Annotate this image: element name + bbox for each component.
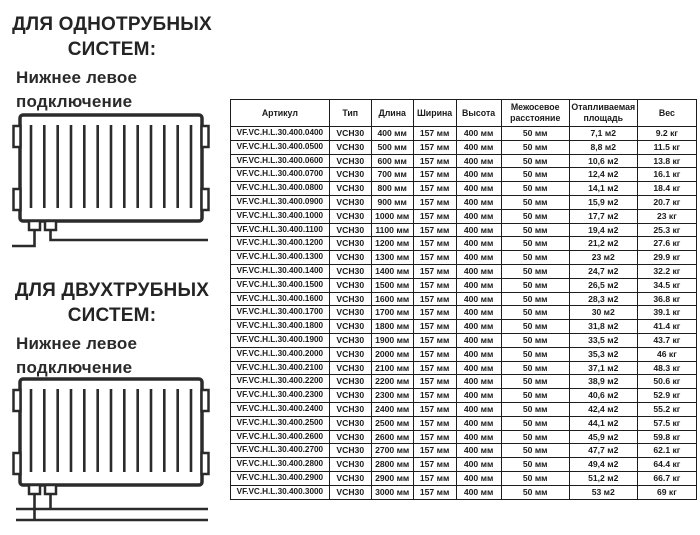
table-cell: 1600 мм (371, 292, 413, 306)
table-cell: 1500 мм (371, 278, 413, 292)
table-cell: VCH30 (329, 168, 371, 182)
table-cell: 50 мм (501, 223, 569, 237)
table-cell: 50 мм (501, 375, 569, 389)
table-cell: 28,3 м2 (569, 292, 637, 306)
table-cell: VCH30 (329, 361, 371, 375)
two-pipe-lines (16, 494, 208, 520)
table-cell: 157 мм (413, 375, 456, 389)
column-header-axle-spacing: Межосевое расстояние (501, 100, 569, 127)
table-cell: 50 мм (501, 444, 569, 458)
table-cell: 53 м2 (569, 485, 637, 499)
table-cell: 157 мм (413, 458, 456, 472)
table-cell: 400 мм (456, 320, 501, 334)
table-cell: 400 мм (456, 182, 501, 196)
table-cell: VF.VC.H.L.30.400.2700 (231, 444, 330, 458)
table-row (231, 402, 697, 416)
table-cell: 157 мм (413, 195, 456, 209)
table-cell: 41.4 кг (637, 320, 696, 334)
two-pipe-systems-heading: ДЛЯ ДВУХТРУБНЫХ СИСТЕМ: (14, 280, 210, 327)
radiator-fins (31, 125, 191, 208)
table-cell: 2500 мм (371, 416, 413, 430)
table-cell: VF.VC.H.L.30.400.2300 (231, 389, 330, 403)
table-cell: 157 мм (413, 333, 456, 347)
table-cell: 50 мм (501, 458, 569, 472)
table-cell: 400 мм (456, 306, 501, 320)
table-cell: VCH30 (329, 292, 371, 306)
table-row (231, 471, 697, 485)
table-cell: VF.VC.H.L.30.400.2600 (231, 430, 330, 444)
column-header-width: Ширина (413, 100, 456, 127)
table-row (231, 347, 697, 361)
table-cell: VCH30 (329, 195, 371, 209)
table-cell: 400 мм (456, 347, 501, 361)
table-cell: 50 мм (501, 430, 569, 444)
table-cell: 400 мм (456, 168, 501, 182)
table-cell: 8,8 м2 (569, 140, 637, 154)
table-cell: VCH30 (329, 402, 371, 416)
connection-schemes-panel (0, 0, 228, 535)
table-cell: VCH30 (329, 320, 371, 334)
table-cell: 400 мм (456, 264, 501, 278)
table-cell: 157 мм (413, 251, 456, 265)
table-cell: 50 мм (501, 140, 569, 154)
table-cell: 500 мм (371, 140, 413, 154)
column-header-heated-area: Отапливаемая площадь (569, 100, 637, 127)
table-cell: 3000 мм (371, 485, 413, 499)
table-cell: 2400 мм (371, 402, 413, 416)
table-cell: 1100 мм (371, 223, 413, 237)
table-cell: 400 мм (456, 195, 501, 209)
table-cell: 50.6 кг (637, 375, 696, 389)
table-cell: VF.VC.H.L.30.400.1600 (231, 292, 330, 306)
table-cell: VCH30 (329, 333, 371, 347)
table-cell: VF.VC.H.L.30.400.0600 (231, 154, 330, 168)
table-cell: 62.1 кг (637, 444, 696, 458)
table-cell: 2600 мм (371, 430, 413, 444)
radiator-spec-table (230, 99, 697, 500)
table-cell: 400 мм (456, 375, 501, 389)
table-cell: 400 мм (456, 292, 501, 306)
table-cell: 50 мм (501, 361, 569, 375)
table-cell: 400 мм (456, 140, 501, 154)
table-cell: VF.VC.H.L.30.400.2800 (231, 458, 330, 472)
table-cell: 9.2 кг (637, 127, 696, 141)
table-cell: 57.5 кг (637, 416, 696, 430)
table-cell: VCH30 (329, 278, 371, 292)
table-cell: 157 мм (413, 444, 456, 458)
table-cell: 12,4 м2 (569, 168, 637, 182)
radiator-two-pipe-diagram (12, 376, 218, 526)
table-cell: 51,2 м2 (569, 471, 637, 485)
table-cell: VCH30 (329, 264, 371, 278)
column-header-type: Тип (329, 100, 371, 127)
table-cell: 50 мм (501, 237, 569, 251)
table-cell: VF.VC.H.L.30.400.1100 (231, 223, 330, 237)
table-row (231, 320, 697, 334)
table-row (231, 361, 697, 375)
table-cell: 157 мм (413, 320, 456, 334)
table-cell: 52.9 кг (637, 389, 696, 403)
table-cell: 157 мм (413, 237, 456, 251)
table-cell: VCH30 (329, 140, 371, 154)
column-header-article: Артикул (231, 100, 330, 127)
table-cell: 1000 мм (371, 209, 413, 223)
table-cell: 400 мм (456, 278, 501, 292)
table-cell: 157 мм (413, 127, 456, 141)
table-cell: VCH30 (329, 223, 371, 237)
table-cell: 50 мм (501, 195, 569, 209)
table-cell: 26,5 м2 (569, 278, 637, 292)
table-cell: VCH30 (329, 237, 371, 251)
table-cell: VF.VC.H.L.30.400.1200 (231, 237, 330, 251)
table-cell: 48.3 кг (637, 361, 696, 375)
table-cell: 400 мм (456, 458, 501, 472)
table-row (231, 389, 697, 403)
table-cell: 400 мм (456, 416, 501, 430)
table-cell: 1700 мм (371, 306, 413, 320)
table-cell: VCH30 (329, 430, 371, 444)
table-cell: 21,2 м2 (569, 237, 637, 251)
column-header-length: Длина (371, 100, 413, 127)
table-cell: 50 мм (501, 320, 569, 334)
table-cell: 157 мм (413, 292, 456, 306)
table-cell: VCH30 (329, 485, 371, 499)
table-cell: 55.2 кг (637, 402, 696, 416)
table-row (231, 140, 697, 154)
table-cell: 15,9 м2 (569, 195, 637, 209)
table-cell: VCH30 (329, 389, 371, 403)
table-row (231, 444, 697, 458)
radiator-fins (31, 389, 191, 472)
table-cell: VCH30 (329, 416, 371, 430)
table-cell: 66.7 кг (637, 471, 696, 485)
table-cell: 29.9 кг (637, 251, 696, 265)
table-row (231, 416, 697, 430)
table-cell: 400 мм (456, 471, 501, 485)
table-cell: 157 мм (413, 168, 456, 182)
table-row (231, 127, 697, 141)
table-header-row (231, 100, 697, 127)
table-cell: 10,6 м2 (569, 154, 637, 168)
table-cell: 2800 мм (371, 458, 413, 472)
table-cell: 157 мм (413, 416, 456, 430)
table-cell: 30 м2 (569, 306, 637, 320)
table-cell: 50 мм (501, 154, 569, 168)
table-cell: 157 мм (413, 140, 456, 154)
table-cell: 400 мм (456, 127, 501, 141)
table-cell: 2700 мм (371, 444, 413, 458)
table-cell: 157 мм (413, 154, 456, 168)
table-cell: 400 мм (456, 333, 501, 347)
table-row (231, 278, 697, 292)
table-row (231, 430, 697, 444)
table-cell: 157 мм (413, 278, 456, 292)
table-cell: 64.4 кг (637, 458, 696, 472)
radiator-single-pipe-diagram (12, 112, 218, 254)
table-cell: VF.VC.H.L.30.400.0500 (231, 140, 330, 154)
table-cell: VCH30 (329, 251, 371, 265)
table-cell: 35,3 м2 (569, 347, 637, 361)
table-row (231, 264, 697, 278)
table-cell: VCH30 (329, 471, 371, 485)
two-pipe-connection-label: Нижнее левое подключение (16, 334, 138, 378)
table-cell: 157 мм (413, 402, 456, 416)
table-cell: 50 мм (501, 402, 569, 416)
table-cell: 2300 мм (371, 389, 413, 403)
table-cell: VCH30 (329, 306, 371, 320)
table-cell: 400 мм (371, 127, 413, 141)
table-cell: 1400 мм (371, 264, 413, 278)
table-cell: 50 мм (501, 209, 569, 223)
table-cell: 50 мм (501, 471, 569, 485)
table-cell: VF.VC.H.L.30.400.1700 (231, 306, 330, 320)
table-cell: 19,4 м2 (569, 223, 637, 237)
table-cell: VF.VC.H.L.30.400.2000 (231, 347, 330, 361)
table-cell: 23 кг (637, 209, 696, 223)
table-cell: VCH30 (329, 209, 371, 223)
table-cell: 50 мм (501, 168, 569, 182)
table-cell: VF.VC.H.L.30.400.2500 (231, 416, 330, 430)
table-row (231, 251, 697, 265)
single-pipe-lines (12, 230, 208, 246)
table-cell: 2000 мм (371, 347, 413, 361)
table-cell: 400 мм (456, 430, 501, 444)
table-cell: 400 мм (456, 154, 501, 168)
table-cell: 157 мм (413, 471, 456, 485)
table-cell: 400 мм (456, 237, 501, 251)
table-cell: 1800 мм (371, 320, 413, 334)
table-cell: VF.VC.H.L.30.400.1800 (231, 320, 330, 334)
table-cell: 50 мм (501, 416, 569, 430)
table-row (231, 168, 697, 182)
table-cell: VCH30 (329, 444, 371, 458)
table-cell: 31,8 м2 (569, 320, 637, 334)
table-cell: 36.8 кг (637, 292, 696, 306)
table-cell: 1300 мм (371, 251, 413, 265)
table-cell: 157 мм (413, 361, 456, 375)
table-cell: VF.VC.H.L.30.400.1900 (231, 333, 330, 347)
table-cell: 157 мм (413, 347, 456, 361)
table-cell: 18.4 кг (637, 182, 696, 196)
table-cell: 157 мм (413, 182, 456, 196)
table-cell: 16.1 кг (637, 168, 696, 182)
table-cell: 49,4 м2 (569, 458, 637, 472)
table-cell: VF.VC.H.L.30.400.3000 (231, 485, 330, 499)
table-cell: 400 мм (456, 361, 501, 375)
table-cell: 50 мм (501, 182, 569, 196)
table-cell: 20.7 кг (637, 195, 696, 209)
table-cell: 157 мм (413, 264, 456, 278)
table-row (231, 223, 697, 237)
table-cell: 11.5 кг (637, 140, 696, 154)
table-cell: 50 мм (501, 389, 569, 403)
table-cell: 50 мм (501, 306, 569, 320)
table-cell: VF.VC.H.L.30.400.2100 (231, 361, 330, 375)
table-cell: 40,6 м2 (569, 389, 637, 403)
table-cell: 23 м2 (569, 251, 637, 265)
table-cell: 157 мм (413, 306, 456, 320)
table-cell: 400 мм (456, 223, 501, 237)
table-cell: 42,4 м2 (569, 402, 637, 416)
table-cell: 50 мм (501, 251, 569, 265)
table-row (231, 154, 697, 168)
table-row (231, 306, 697, 320)
table-cell: 800 мм (371, 182, 413, 196)
table-cell: 24,7 м2 (569, 264, 637, 278)
table-row (231, 237, 697, 251)
table-cell: VCH30 (329, 458, 371, 472)
column-header-weight: Вес (637, 100, 696, 127)
table-cell: VF.VC.H.L.30.400.1000 (231, 209, 330, 223)
table-cell: 400 мм (456, 444, 501, 458)
table-cell: 27.6 кг (637, 237, 696, 251)
spec-table-body (231, 127, 697, 500)
single-pipe-systems-heading: ДЛЯ ОДНОТРУБНЫХ СИСТЕМ: (12, 14, 212, 61)
table-cell: 50 мм (501, 485, 569, 499)
table-cell: VCH30 (329, 154, 371, 168)
table-cell: 2100 мм (371, 361, 413, 375)
table-cell: 14,1 м2 (569, 182, 637, 196)
table-cell: 1900 мм (371, 333, 413, 347)
table-cell: VCH30 (329, 347, 371, 361)
table-cell: VF.VC.H.L.30.400.2900 (231, 471, 330, 485)
radiator-spec-table-wrap (230, 99, 697, 500)
table-cell: 50 мм (501, 264, 569, 278)
table-row (231, 182, 697, 196)
table-row (231, 485, 697, 499)
table-cell: 157 мм (413, 485, 456, 499)
table-row (231, 292, 697, 306)
table-cell: 600 мм (371, 154, 413, 168)
table-cell: 1200 мм (371, 237, 413, 251)
table-cell: 33,5 м2 (569, 333, 637, 347)
table-row (231, 375, 697, 389)
table-cell: 69 кг (637, 485, 696, 499)
table-cell: VF.VC.H.L.30.400.1400 (231, 264, 330, 278)
table-cell: VF.VC.H.L.30.400.0400 (231, 127, 330, 141)
table-cell: 47,7 м2 (569, 444, 637, 458)
table-cell: 37,1 м2 (569, 361, 637, 375)
table-cell: 39.1 кг (637, 306, 696, 320)
table-cell: VCH30 (329, 375, 371, 389)
table-cell: VF.VC.H.L.30.400.1500 (231, 278, 330, 292)
table-row (231, 458, 697, 472)
table-cell: 400 мм (456, 485, 501, 499)
table-cell: VF.VC.H.L.30.400.2400 (231, 402, 330, 416)
table-cell: 7,1 м2 (569, 127, 637, 141)
table-cell: 38,9 м2 (569, 375, 637, 389)
table-cell: 157 мм (413, 389, 456, 403)
table-cell: 157 мм (413, 209, 456, 223)
table-cell: 2900 мм (371, 471, 413, 485)
table-cell: 43.7 кг (637, 333, 696, 347)
table-cell: 50 мм (501, 278, 569, 292)
table-cell: VF.VC.H.L.30.400.2200 (231, 375, 330, 389)
table-cell: 50 мм (501, 333, 569, 347)
table-cell: VF.VC.H.L.30.400.0900 (231, 195, 330, 209)
single-pipe-connection-label: Нижнее левое подключение (16, 68, 138, 112)
table-row (231, 333, 697, 347)
table-cell: 400 мм (456, 402, 501, 416)
table-cell: 157 мм (413, 223, 456, 237)
table-cell: 2200 мм (371, 375, 413, 389)
table-cell: 400 мм (456, 209, 501, 223)
table-cell: 900 мм (371, 195, 413, 209)
table-cell: 44,1 м2 (569, 416, 637, 430)
table-cell: 45,9 м2 (569, 430, 637, 444)
table-cell: VF.VC.H.L.30.400.0800 (231, 182, 330, 196)
table-cell: 157 мм (413, 430, 456, 444)
table-cell: VCH30 (329, 182, 371, 196)
table-row (231, 209, 697, 223)
table-row (231, 195, 697, 209)
table-cell: 25.3 кг (637, 223, 696, 237)
table-cell: 50 мм (501, 292, 569, 306)
table-cell: 32.2 кг (637, 264, 696, 278)
table-cell: 46 кг (637, 347, 696, 361)
table-cell: VF.VC.H.L.30.400.0700 (231, 168, 330, 182)
table-cell: 50 мм (501, 347, 569, 361)
table-cell: 17,7 м2 (569, 209, 637, 223)
column-header-height: Высота (456, 100, 501, 127)
table-cell: 400 мм (456, 389, 501, 403)
table-cell: VCH30 (329, 127, 371, 141)
table-cell: 400 мм (456, 251, 501, 265)
table-cell: 34.5 кг (637, 278, 696, 292)
table-cell: 700 мм (371, 168, 413, 182)
table-cell: 13.8 кг (637, 154, 696, 168)
table-cell: 50 мм (501, 127, 569, 141)
table-cell: VF.VC.H.L.30.400.1300 (231, 251, 330, 265)
table-cell: 59.8 кг (637, 430, 696, 444)
